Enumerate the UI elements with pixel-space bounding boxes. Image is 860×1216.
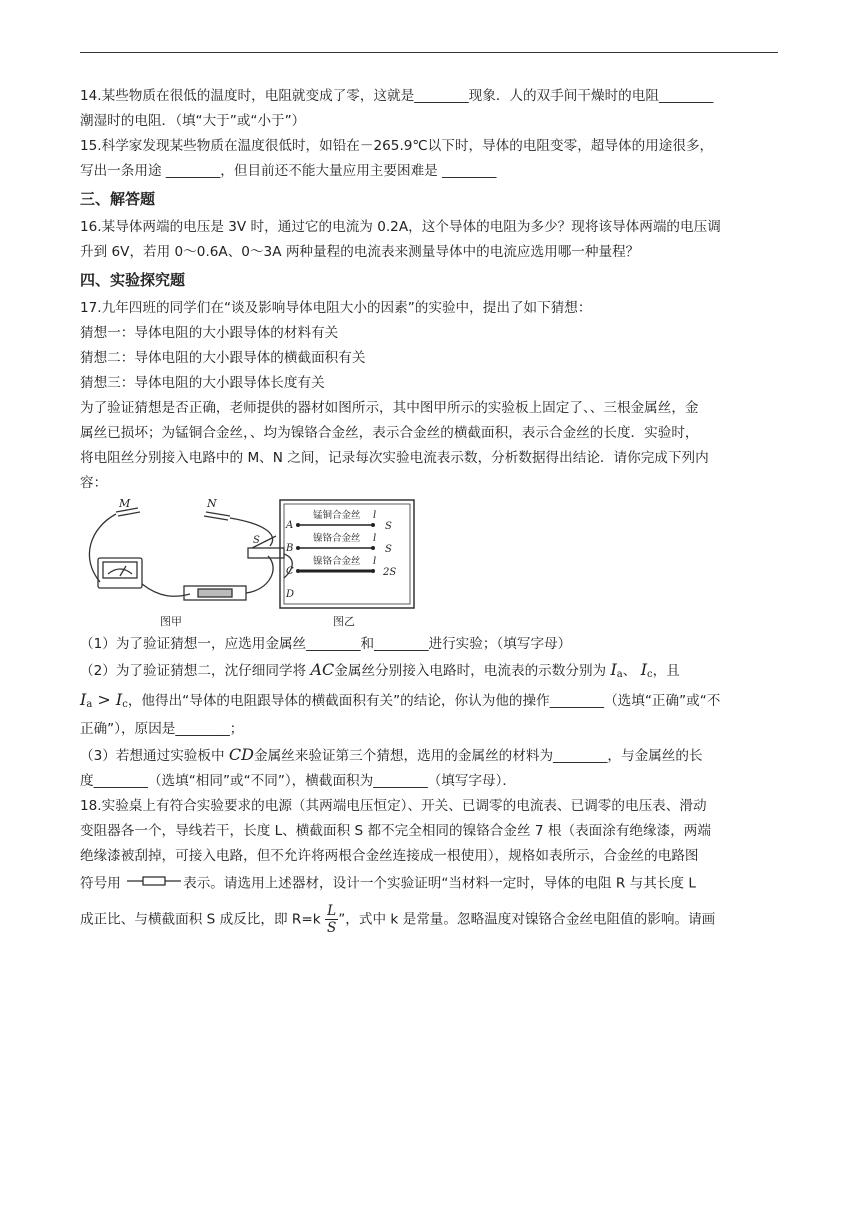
board-row-d [285,589,294,600]
row-c-terminal-left [296,569,300,573]
clip-n [204,512,230,520]
section-3-heading: 三、解答题 [80,190,156,208]
board-row-c [286,555,396,578]
fraction-numerator: L [325,903,338,920]
ammeter-needle [120,566,126,576]
q17-part3-line1 [80,742,780,769]
row-a-area: S [385,521,392,532]
label-m: M [119,498,131,510]
q17-part2-mid: 金属丝分别接入电路时，电流表的示数分别为 [334,663,611,679]
q17-body2: 属丝已损坏；为锰铜合金丝，、均为镍铬合金丝，表示合金丝的横截面积，表示合金丝的长度．实验时， [80,425,699,441]
row-b-letter: B [286,543,294,554]
row-c-area: 2S [383,567,397,578]
circuit-figure-svg [80,498,420,630]
wire-n-switch [230,518,273,546]
q17-body1: 为了验证猜想是否正确，老师提供的器材如图所示，其中图甲所示的实验板上固定了、、三根金属丝，金 [80,400,699,416]
battery-cell [198,589,232,597]
current-ic: $I_c$ [640,660,653,680]
label-switch: S [253,535,260,546]
caption-fig-a: 图甲 [160,615,182,628]
q18-line4 [80,871,780,897]
q14-line2: 潮湿时的电阻．（填“大于”或“小于”） [80,113,306,129]
q17-part2-line3: 正确”），原因是________； [80,721,244,737]
row-d-letter: D [286,589,295,600]
circuit-figure [80,498,420,630]
q17-body3: 将电阻丝分别接入电路中的 M、N 之间，记录每次实验电流表示数，分析数据得出结论．请你完成下列内 [80,450,709,466]
switch-base [248,548,284,558]
q17-part2-line2 [80,687,780,717]
q17-part3-lead: （3）若想通过实验板中 [80,748,229,764]
q17-guess3: 猜想三：导体电阻的大小跟导体长度有关 [80,375,325,391]
q17-part3-mid: 金属丝来验证第三个猜想，选用的金属丝的材料为________，与金属丝的长 [254,748,703,764]
wire-battery-switch [246,556,273,593]
compare-ia: $I_a$ [80,690,93,710]
board-row-b [285,532,392,555]
question-page [80,84,780,936]
row-b-terminal-right [371,546,375,550]
q17-part2-conclusion: ，他得出“导体的电阻跟导体的横截面积有关”的结论，你认为他的操作________（选填“正确”或“不 [127,693,721,709]
compare-gt: > [92,690,116,709]
q17-body4: 容： [80,475,108,491]
q17-part2-sep: 、 [622,663,641,679]
q16-line1: 16.某导体两端的电压是 3V 时，通过它的电流为 0.2A，这个导体的电阻为多少？现将该导体两端的电压调 [80,219,721,235]
q18-line4-lead: 符号用 [80,875,126,892]
fraction-denominator: S [326,919,337,936]
q17-part2-tail: ，且 [652,663,680,679]
row-b-area: S [385,544,392,555]
q17-guess2: 猜想二：导体电阻的大小跟导体的横截面积有关 [80,350,366,366]
row-c-letter: C [286,566,294,577]
q18-line1: 18.实验桌上有符合实验要求的电源（其两端电压恒定）、开关、已调零的电流表、已调零的电压表、滑动 [80,798,707,814]
q15-line1: 15.科学家发现某些物质在温度很低时，如铅在－265.9℃以下时，导体的电阻变零，超导体的用途很多， [80,138,714,154]
wire-pair-ac: AC [310,660,335,679]
q16-line2: 升到 6V，若用 0～0.6A、0～3A 两种量程的电流表来测量导体中的电流应选用哪一种量程？ [80,244,640,260]
q18-line5-lead: 成正比、与横截面积 S 成反比，即 R=k [80,911,325,927]
board-row-a [285,509,392,532]
q18-line2: 变阻器各一个，导线若干，长度 L、横截面积 S 都不完全相同的镍铬合金丝 7 根（表面涂有绝缘漆，两端 [80,823,711,839]
resistor-symbol-icon [125,871,183,896]
circuit-diagram-a [89,508,295,600]
section-4-heading: 四、实验探究题 [80,271,186,289]
row-b-name: 镍铬合金丝 [313,533,361,544]
row-c-name: 镍铬合金丝 [313,556,361,567]
wire-pair-cd: CD [228,745,254,764]
wire-ammeter-battery [142,584,190,596]
q18-line3: 绝缘漆被刮掉，可接入电路，但不允许将两根合金丝连接成一根使用），规格如表所示，合金丝的电路图 [80,848,699,864]
row-a-length: l [373,510,377,521]
q17-intro: 17.九年四班的同学们在“谈及影响导体电阻大小的因素”的实验中，提出了如下猜想： [80,300,592,316]
q18-line4-rest: 表示。请选用上述器材，设计一个实验证明“当材料一定时，导体的电阻 R 与其长度 L [183,875,696,892]
label-n: N [207,498,217,510]
row-b-length: l [373,533,377,544]
compare-ic: $I_c$ [115,690,128,710]
current-ia: $I_a$ [610,660,623,680]
row-a-name: 锰铜合金丝 [313,510,361,521]
row-c-length: l [373,556,377,567]
row-a-terminal-right [371,523,375,527]
row-a-letter: A [286,520,294,531]
q17-part3-line2: 度________（选填“相同”或“不同”），横截面积为________（填写字母）． [80,773,516,789]
row-c-terminal-right [371,569,375,573]
q17-part1: （1）为了验证猜想一，应选用金属丝________和________进行实验；（填写字母） [80,636,572,652]
header-rule [80,52,778,53]
formula-fraction [325,903,338,936]
q17-part2-line1 [80,657,780,687]
ammeter-scale [108,569,132,574]
row-b-terminal-left [296,546,300,550]
q18-line5-rest: ”，式中 k 是常量。忽略温度对镍铬合金丝电阻值的影响。请画 [338,911,716,927]
q14-line1: 14.某些物质在很低的温度时，电阻就变成了零，这就是________现象．人的双手间干燥时的电阻________ [80,88,714,104]
q17-part2-lead: （2）为了验证猜想二，沈仔细同学将 [80,663,311,679]
q17-guess1: 猜想一：导体电阻的大小跟导体的材料有关 [80,325,339,341]
caption-fig-b: 图乙 [333,615,355,628]
row-a-terminal-left [296,523,300,527]
q15-line2: 写出一条用途 ________，但目前还不能大量应用主要困难是 ________ [80,163,497,179]
q18-line5 [80,903,780,936]
